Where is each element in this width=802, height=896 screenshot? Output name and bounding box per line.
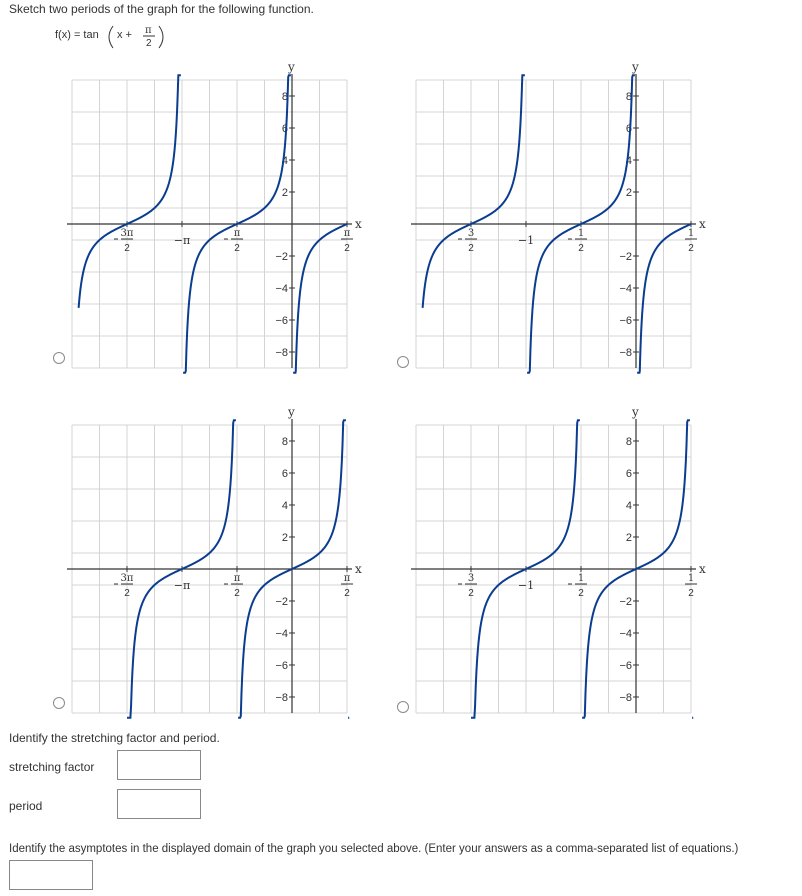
x-tick-den: 2 [688,588,694,599]
x-tick-label: −1 [517,579,535,592]
x-axis-label: x [355,217,362,231]
x-tick-den: 2 [234,243,240,254]
y-tick-label: 2 [281,532,288,544]
x-tick-num: π [343,573,351,584]
y-tick-label: 2 [281,187,288,199]
x-tick-den: 2 [468,588,474,599]
x-axis-label: x [699,562,706,576]
y-axis-label: y [288,405,295,419]
identify-heading: Identify the stretching factor and period. [9,731,220,745]
y-tick-label: −2 [619,251,632,263]
x-tick-den: 2 [124,243,130,254]
period-label: period [9,799,43,813]
function-curve [637,224,691,373]
function-curve [423,75,525,308]
x-tick-den: 2 [124,588,130,599]
x-tick-den: 2 [234,588,240,599]
y-tick-label: −6 [275,660,288,672]
stretching-factor-input[interactable] [117,750,201,780]
y-tick-label: −4 [275,628,288,640]
graph-option-b[interactable] [396,60,706,360]
function-formula [55,22,185,55]
period-input[interactable] [117,789,201,819]
y-tick-label: 4 [625,155,632,167]
y-tick-label: 8 [625,436,632,448]
y-tick-label: −4 [619,628,632,640]
x-tick-num: 1 [687,228,695,239]
y-tick-label: −6 [275,315,288,327]
y-axis-label: y [632,60,639,74]
y-tick-label: 6 [281,123,288,135]
y-tick-label: 4 [625,500,632,512]
x-tick-num: 1 [577,228,585,239]
y-tick-label: −4 [619,283,632,295]
y-tick-label: −4 [275,283,288,295]
y-tick-label: 6 [625,123,632,135]
y-tick-label: −6 [619,660,632,672]
y-tick-label: −2 [619,596,632,608]
x-tick-den: 2 [688,243,694,254]
y-tick-label: −8 [275,347,288,359]
y-tick-label: −8 [275,692,288,704]
stretching-factor-label: stretching factor [9,760,95,774]
x-tick-num: 3 [467,228,475,239]
asymptotes-input[interactable] [9,860,93,890]
x-tick-num: 3π [120,228,134,239]
graph-option-d[interactable] [396,405,706,705]
x-tick-den: 2 [578,243,584,254]
x-axis-label: x [699,217,706,231]
y-tick-label: 6 [625,468,632,480]
x-tick-num: π [233,573,241,584]
frac-num: π [145,25,152,36]
graph-option-c[interactable] [52,405,362,705]
x-tick-num: 1 [687,573,695,584]
y-tick-label: −6 [619,315,632,327]
x-tick-den: 2 [344,243,350,254]
x-tick-num: 3 [467,573,475,584]
x-tick-num: π [233,228,241,239]
question-prompt: Sketch two periods of the graph for the following function. [9,2,314,16]
x-tick-num: π [343,228,351,239]
function-lhs: f(x) = tan [55,29,99,41]
function-curve [293,224,347,373]
y-tick-label: 2 [625,187,632,199]
x-tick-den: 2 [578,588,584,599]
y-tick-label: −2 [275,251,288,263]
y-tick-label: 8 [625,91,632,103]
y-tick-label: −8 [619,347,632,359]
y-axis-label: y [632,405,639,419]
x-tick-den: 2 [344,588,350,599]
y-tick-label: 4 [281,500,288,512]
frac-den: 2 [146,38,152,49]
y-tick-label: −8 [619,692,632,704]
y-tick-label: 6 [281,468,288,480]
y-tick-label: 2 [625,532,632,544]
y-tick-label: 8 [281,91,288,103]
asymptotes-heading: Identify the asymptotes in the displayed domain of the graph you selected above. (Enter your answers as a comma-separated list of equations.) [9,843,739,855]
x-tick-label: −1 [517,234,535,247]
y-tick-label: 8 [281,436,288,448]
x-tick-label: −π [173,234,191,247]
y-tick-label: 4 [281,155,288,167]
graph-option-a[interactable] [52,60,362,360]
y-axis-label: y [288,60,295,74]
x-tick-den: 2 [468,243,474,254]
function-curve [79,75,181,308]
x-tick-label: −π [173,579,191,592]
y-tick-label: −2 [275,596,288,608]
x-tick-num: 1 [577,573,585,584]
x-axis-label: x [355,562,362,576]
x-tick-num: 3π [120,573,134,584]
function-arg: x + [117,29,132,41]
